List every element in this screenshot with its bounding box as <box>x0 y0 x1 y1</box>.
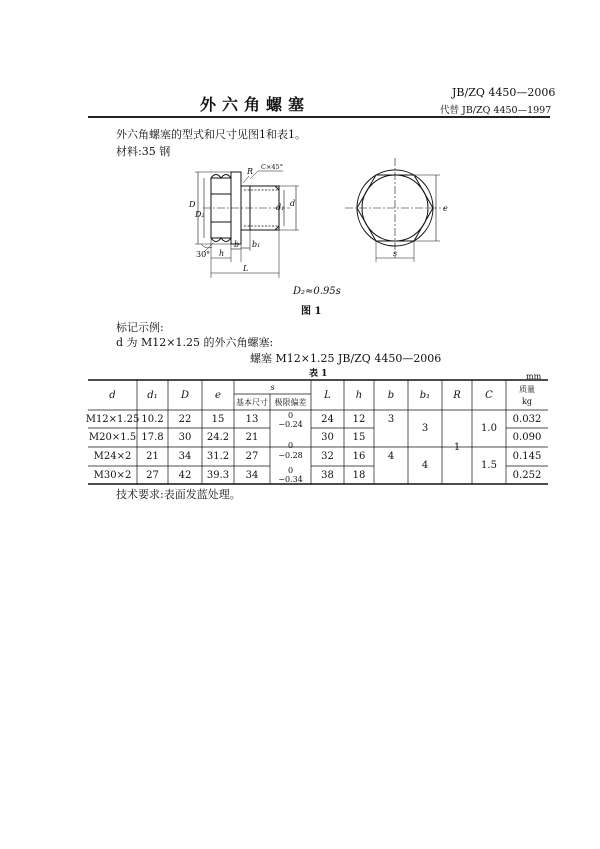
cell-d: M24×2 <box>93 451 132 462</box>
cell-d1: 17.8 <box>141 432 164 443</box>
cell-mass: 0.252 <box>512 469 542 481</box>
cell-mass: 0.090 <box>512 432 542 443</box>
dim-label-chamfer: C×45° <box>261 163 283 171</box>
cell-mass: 0.145 <box>512 451 542 462</box>
cell-C: 1.0 <box>481 423 497 434</box>
cell-D: 34 <box>178 451 192 462</box>
cell-C: 1.5 <box>481 460 497 471</box>
cell-R: 1 <box>453 441 461 453</box>
cell-e: 15 <box>211 413 225 425</box>
marking-description: d 为 M12×1.25 的外六角螺塞: <box>116 336 274 349</box>
standard-code: JB/ZQ 4450—2006 <box>452 86 556 99</box>
header-R: R <box>453 389 461 401</box>
cell-d1: 27 <box>146 469 159 481</box>
cell-deviation-upper: 0 <box>287 410 294 420</box>
intro-text: 外六角螺塞的型式和尺寸见图1和表1。 <box>116 128 306 141</box>
dim-label-L: L <box>243 264 249 273</box>
dim-label-s: s <box>393 249 398 258</box>
figure-formula: D₂≈0.95s <box>293 286 341 297</box>
header-mass: 质量 <box>519 384 535 394</box>
header-h: h <box>355 389 363 401</box>
header-d: d <box>109 389 116 401</box>
header-C: C <box>485 389 493 401</box>
cell-deviation-upper: 0 <box>287 440 294 450</box>
header-D: D <box>180 389 190 401</box>
cell-D: 30 <box>178 432 192 443</box>
dim-label-angle: 30° <box>196 250 211 259</box>
cell-deviation-lower: −0.34 <box>278 475 303 484</box>
cell-d1: 21 <box>146 451 159 462</box>
dim-label-b: b <box>234 240 240 249</box>
cell-s: 13 <box>245 413 259 425</box>
marking-example: 螺塞 M12×1.25 JB/ZQ 4450—2006 <box>250 352 442 365</box>
cell-e: 39.3 <box>206 469 230 481</box>
dim-label-d1: d₁ <box>276 203 285 212</box>
dim-label-D: D <box>189 200 196 209</box>
cell-e: 24.2 <box>206 432 230 443</box>
cell-L: 24 <box>321 413 334 425</box>
dim-label-e: e <box>443 204 448 213</box>
cell-L: 38 <box>321 469 334 481</box>
dim-label-h: h <box>219 249 225 258</box>
cell-h: 15 <box>352 432 366 443</box>
cell-s: 27 <box>245 451 259 462</box>
cell-d: M30×2 <box>93 469 132 481</box>
header-s-basic: 基本尺寸 <box>236 397 268 407</box>
header-e: e <box>215 389 221 401</box>
header-s: s <box>270 382 275 392</box>
cell-L: 32 <box>321 451 334 462</box>
dim-label-d: d <box>290 199 296 208</box>
header-d1: d₁ <box>147 389 158 401</box>
cell-h: 18 <box>352 469 366 481</box>
cell-L: 30 <box>321 432 334 443</box>
table-caption: 表 1 <box>309 369 328 379</box>
cell-mass: 0.032 <box>512 413 542 425</box>
cell-b: 4 <box>387 450 395 462</box>
cell-D: 22 <box>178 413 192 425</box>
cell-deviation-upper: 0 <box>287 466 294 475</box>
cell-s: 21 <box>245 432 259 443</box>
cell-e: 31.2 <box>206 451 230 462</box>
replaced-standard: 代替 JB/ZQ 4450—1997 <box>440 105 552 116</box>
cell-deviation-lower: −0.24 <box>278 419 303 429</box>
cell-h: 16 <box>352 451 366 462</box>
material-text: 材料:35 钢 <box>116 145 171 158</box>
dim-label-R: R <box>247 167 254 176</box>
technical-requirements: 技术要求:表面发蓝处理。 <box>116 488 241 501</box>
cell-deviation-lower: −0.28 <box>278 450 303 460</box>
dim-label-D2: D₂ <box>195 210 205 219</box>
cell-d: M20×1.5 <box>88 432 137 443</box>
dim-label-b1: b₁ <box>252 240 261 249</box>
header-L: L <box>324 389 331 401</box>
header-b: b <box>387 389 395 401</box>
page-title: 外六角螺塞 <box>200 95 311 114</box>
figure-caption: 图 1 <box>301 306 322 317</box>
cell-d: M12×1.25 <box>85 413 140 425</box>
cell-s: 34 <box>245 469 259 481</box>
header-b1: b₁ <box>419 389 431 401</box>
header-mass-unit: kg <box>522 396 532 406</box>
cell-b1: 4 <box>421 460 429 471</box>
cell-d1: 10.2 <box>141 413 164 425</box>
cell-D: 42 <box>178 469 192 481</box>
header-s-deviation: 极限偏差 <box>274 397 307 407</box>
cell-b: 3 <box>387 413 395 425</box>
cell-b1: 3 <box>421 423 429 434</box>
marking-heading: 标记示例: <box>116 321 164 334</box>
table-unit: mm <box>526 372 542 381</box>
cell-h: 12 <box>352 413 366 425</box>
